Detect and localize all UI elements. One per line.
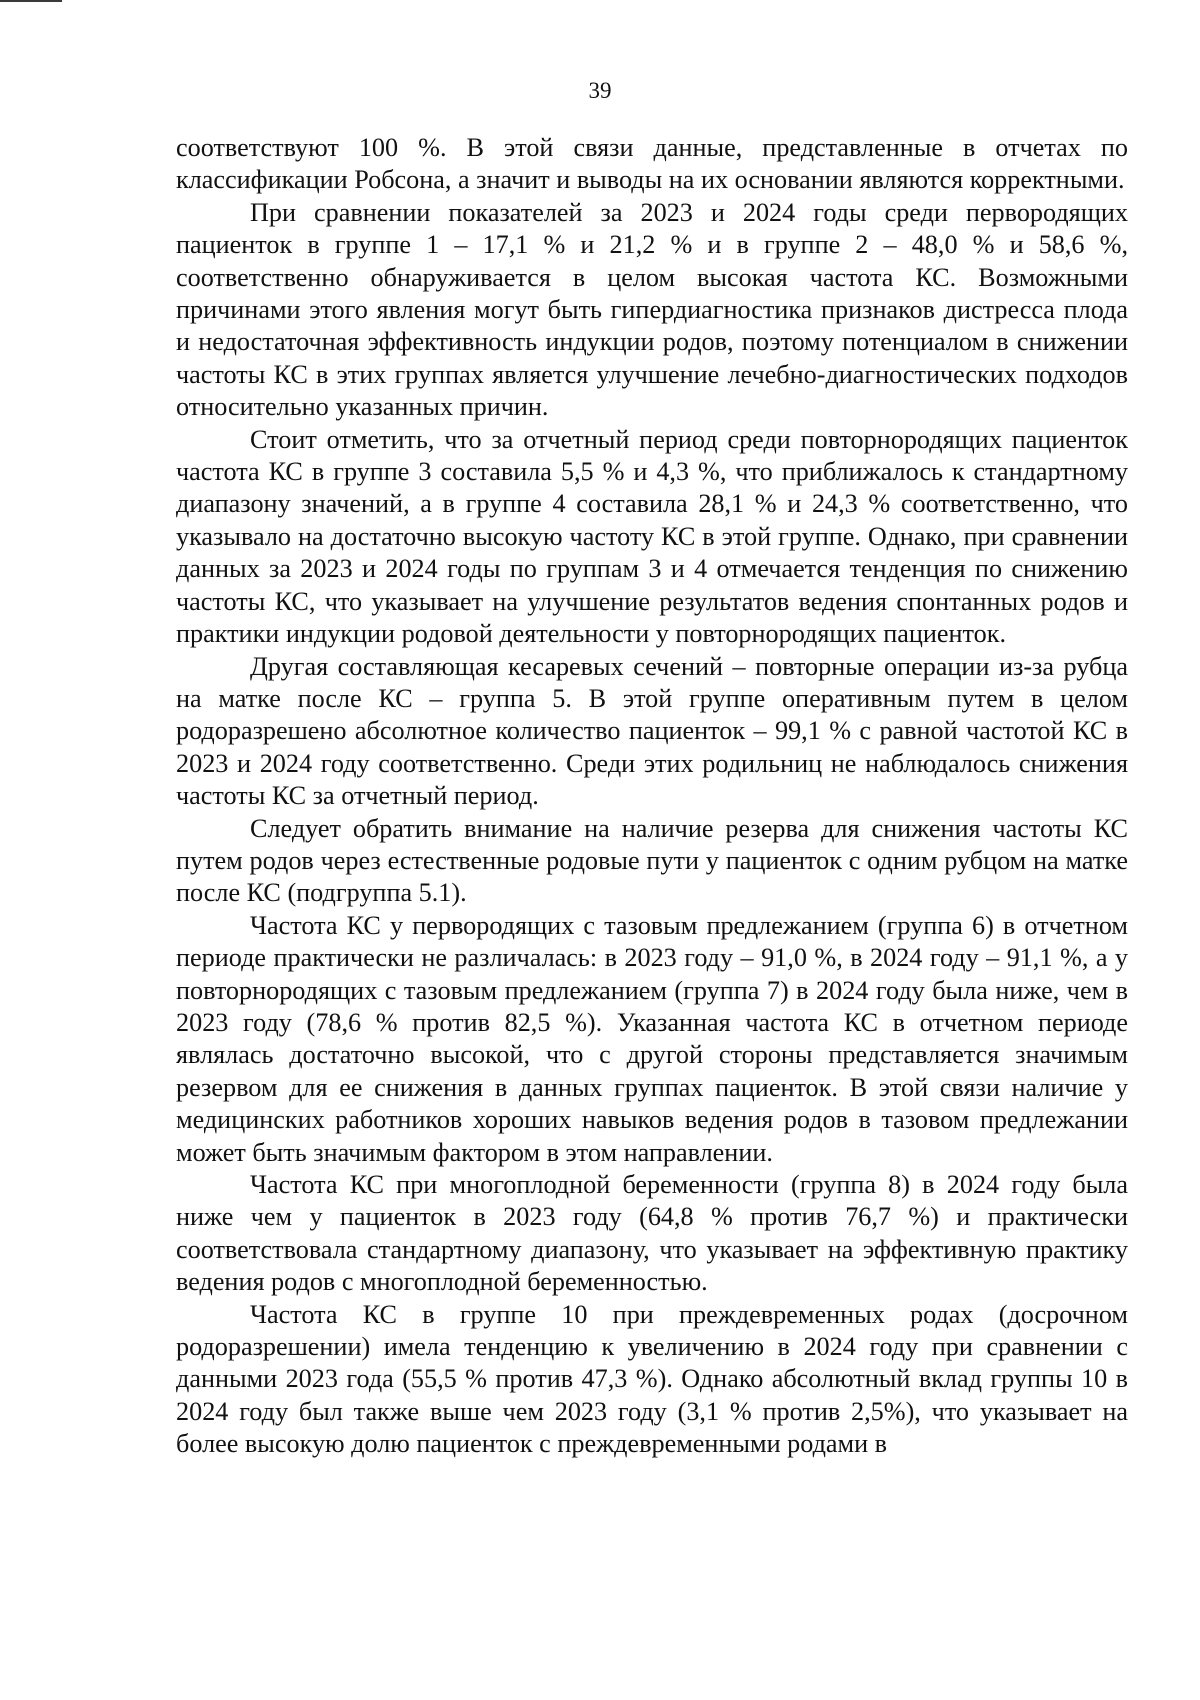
paragraph-subgroup-5-1: Следует обратить внимание на наличие резерва для снижения частоты КС путем родов через естественные родовые пути у пациенток с одним рубцом на матке после КС (подгруппа 5.1). [176, 813, 1128, 908]
paragraph-group-5: Другая составляющая кесаревых сечений – повторные операции из-за рубца на матке после КС – группа 5. В этой группе оперативным путем в целом родоразрешено абсолютное количество пациенток – 99,1 % с равной частотой КС в 2023 и 2024 году соответственно. Среди этих родильниц не наблюдалось снижения частоты КС за отчетный период. [176, 651, 1128, 811]
page-number: 39 [588, 78, 612, 103]
paragraph-primiparous-groups: При сравнении показателей за 2023 и 2024 годы среди первородящих пациенток в группе 1 – 17,1 % и 21,2 % и в группе 2 – 48,0 % и 58,6 %, соответственно обнаруживается в целом высокая частота КС. Возможными причинами этого явления могут быть гипердиагностика признаков дистресса плода и недостаточная эффективность индукции родов, поэтому потенциалом в снижении частоты КС в этих группах является улучшение лечебно-диагностических подходов относительно указанных причин. [176, 197, 1128, 422]
paragraph-group-8: Частота КС при многоплодной беременности (группа 8) в 2024 году была ниже чем у пациенток в 2023 году (64,8 % против 76,7 %) и практически соответствовала стандартному диапазону, что указывает на эффективную практику ведения родов с многоплодной беременностью. [176, 1170, 1128, 1297]
body-text [176, 132, 1128, 1461]
paragraph-group-10: Частота КС в группе 10 при преждевременных родах (досрочном родоразрешении) имела тенденцию к увеличению в 2024 году при сравнении с данными 2023 года (55,5 % против 47,3 %). Однако абсолютный вклад группы 10 в 2024 году был также выше чем 2023 году (3,1 % против 2,5%), что указывает на более высокую долю пациенток с преждевременными родами в [176, 1299, 1128, 1459]
paragraph-continuation: соответствуют 100 %. В этой связи данные, представленные в отчетах по классификации Робсона, а значит и выводы на их основании являются корректными. [176, 133, 1128, 195]
paragraph-breech-groups: Частота КС у первородящих с тазовым предлежанием (группа 6) в отчетном периоде практически не различалась: в 2023 году – 91,0 %, в 2024 году – 91,1 %, а у повторнородящих с тазовым предлежанием (группа 7) в 2024 году была ниже, чем в 2023 году (78,6 % против 82,5 %). Указанная частота КС в отчетном периоде являлась достаточно высокой, что с другой стороны представляется значимым резервом для ее снижения в данных группах пациенток. В этой связи наличие у медицинских работников хороших навыков ведения родов в тазовом предлежании может быть значимым фактором в этом направлении. [176, 910, 1128, 1167]
scan-edge-mark [0, 0, 62, 2]
paragraph-multiparous-groups: Стоит отметить, что за отчетный период среди повторнородящих пациенток частота КС в группе 3 составила 5,5 % и 4,3 %, что приближалось к стандартному диапазону значений, а в группе 4 составила 28,1 % и 24,3 % соответственно, что указывало на достаточно высокую частоту КС в этой группе. Однако, при сравнении данных за 2023 и 2024 годы по группам 3 и 4 отмечается тенденция по снижению частоты КС, что указывает на улучшение результатов ведения спонтанных родов и практики индукции родовой деятельности у повторнородящих пациенток. [176, 424, 1128, 649]
